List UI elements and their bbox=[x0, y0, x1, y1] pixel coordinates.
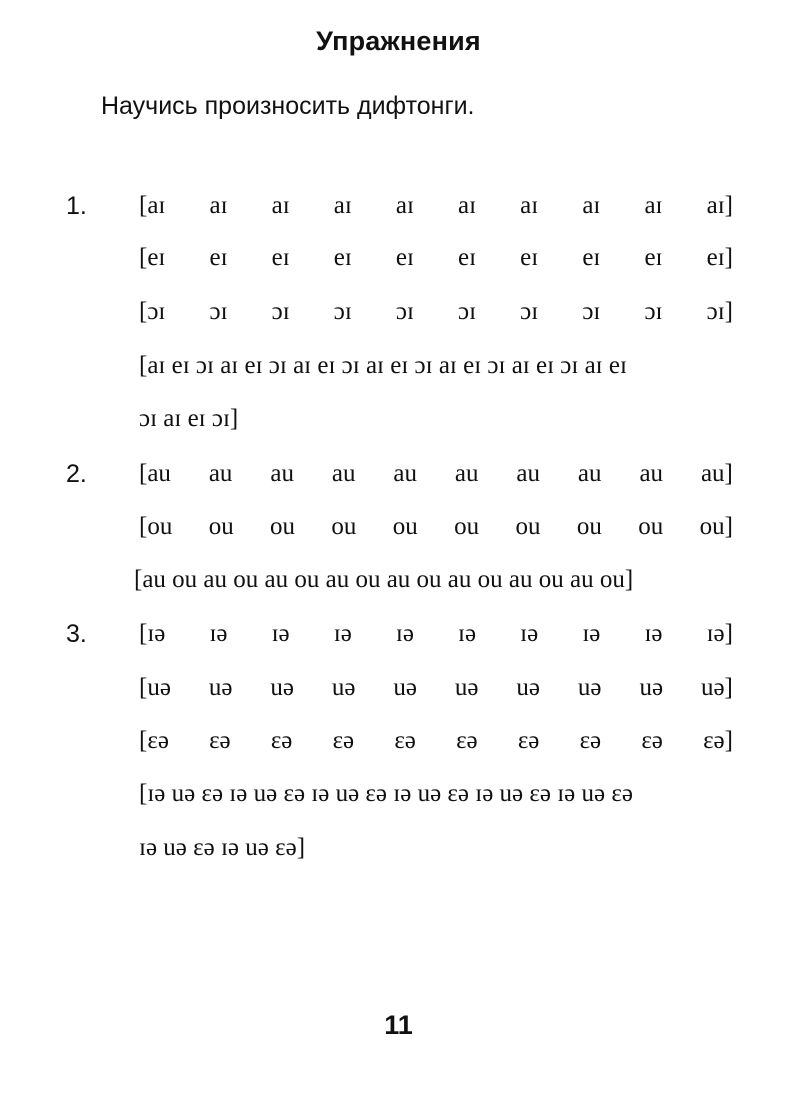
syllable-row bbox=[139, 620, 733, 654]
syllable: uə bbox=[208, 674, 233, 701]
syllable: uə bbox=[639, 674, 664, 701]
page-number: 11 bbox=[384, 1010, 413, 1040]
syllable-row bbox=[139, 674, 733, 708]
syllable: uə bbox=[331, 674, 356, 701]
syllable-line: [ɪə uə ɛə ɪə uə ɛə ɪə uə ɛə ɪə uə ɛə ɪə uə ɛə ɪə uə ɛə bbox=[139, 780, 633, 807]
syllable: aɪ bbox=[395, 192, 414, 219]
syllable: au bbox=[393, 460, 417, 487]
syllable: ɪə bbox=[520, 620, 539, 647]
syllable: ou bbox=[576, 513, 602, 540]
syllable: ɔɪ bbox=[333, 298, 352, 325]
syllable: ɛə] bbox=[703, 727, 733, 754]
syllable: ou bbox=[208, 513, 234, 540]
syllable: aɪ bbox=[644, 192, 663, 219]
syllable: au bbox=[331, 460, 356, 487]
exercise-number: 1. bbox=[66, 192, 87, 220]
syllable: ɔɪ bbox=[209, 298, 228, 325]
syllable: ou bbox=[638, 513, 664, 540]
syllable: aɪ bbox=[520, 192, 539, 219]
syllable: uə] bbox=[700, 674, 733, 701]
syllable: uə bbox=[270, 674, 294, 701]
syllable: aɪ bbox=[333, 192, 352, 219]
syllable: [ɪə bbox=[139, 620, 166, 647]
syllable: ɔɪ] bbox=[706, 298, 733, 325]
syllable: ɪə bbox=[395, 620, 414, 647]
syllable: uə bbox=[393, 674, 417, 701]
syllable: au bbox=[454, 460, 479, 487]
syllable: ou bbox=[331, 513, 357, 540]
syllable: aɪ bbox=[209, 192, 228, 219]
syllable: au bbox=[577, 460, 602, 487]
syllable-row bbox=[139, 192, 733, 226]
syllable: ɪə bbox=[209, 620, 228, 647]
syllable: uə bbox=[454, 674, 479, 701]
exercise-number: 3. bbox=[66, 620, 87, 648]
syllable: ou bbox=[515, 513, 541, 540]
syllable: ɪə bbox=[271, 620, 290, 647]
syllable-line: ɔɪ aɪ eɪ ɔɪ] bbox=[139, 405, 239, 432]
page-heading: Упражнения bbox=[316, 26, 481, 56]
syllable: ɛə bbox=[641, 727, 663, 754]
syllable: eɪ] bbox=[706, 244, 733, 271]
syllable: [au bbox=[139, 460, 171, 487]
syllable: ɪə bbox=[644, 620, 663, 647]
syllable-line: ɪə uə ɛə ɪə uə ɛə] bbox=[139, 834, 306, 861]
syllable: ou bbox=[454, 513, 480, 540]
syllable-row bbox=[139, 298, 733, 332]
syllable-row bbox=[139, 513, 733, 547]
syllable: ɛə bbox=[456, 727, 478, 754]
syllable: ɪə bbox=[582, 620, 601, 647]
exercise-number: 2. bbox=[66, 460, 87, 488]
syllable: [ɔɪ bbox=[139, 298, 166, 325]
syllable: ɔɪ bbox=[582, 298, 601, 325]
syllable: ɛə bbox=[517, 727, 540, 754]
syllable: ɪə bbox=[333, 620, 352, 647]
syllable: au bbox=[270, 460, 294, 487]
syllable: ɔɪ bbox=[644, 298, 663, 325]
syllable: au bbox=[208, 460, 233, 487]
syllable: ɛə bbox=[579, 727, 602, 754]
syllable: au] bbox=[700, 460, 733, 487]
syllable-row bbox=[139, 727, 733, 761]
syllable: eɪ bbox=[395, 244, 414, 271]
instruction-text: Научись произносить дифтонги. bbox=[101, 92, 475, 120]
syllable: aɪ bbox=[582, 192, 601, 219]
syllable: [ɛə bbox=[139, 727, 169, 754]
syllable: eɪ bbox=[333, 244, 352, 271]
syllable: aɪ] bbox=[706, 192, 733, 219]
syllable: ɔɪ bbox=[271, 298, 290, 325]
syllable: ɔɪ bbox=[395, 298, 414, 325]
syllable: [ou bbox=[139, 513, 173, 540]
syllable: ɛə bbox=[332, 727, 355, 754]
syllable: ɪə bbox=[458, 620, 477, 647]
syllable: au bbox=[516, 460, 541, 487]
syllable: eɪ bbox=[458, 244, 477, 271]
syllable: eɪ bbox=[644, 244, 663, 271]
syllable: ɔɪ bbox=[520, 298, 539, 325]
syllable: eɪ bbox=[271, 244, 290, 271]
syllable-row bbox=[139, 460, 733, 494]
syllable: [aɪ bbox=[139, 192, 166, 219]
syllable: ɛə bbox=[394, 727, 416, 754]
syllable: ou] bbox=[699, 513, 733, 540]
syllable: [uə bbox=[139, 674, 171, 701]
syllable: eɪ bbox=[582, 244, 601, 271]
syllable: ou bbox=[392, 513, 418, 540]
syllable: ɔɪ bbox=[458, 298, 477, 325]
syllable: uə bbox=[516, 674, 541, 701]
syllable: aɪ bbox=[458, 192, 477, 219]
syllable: eɪ bbox=[520, 244, 539, 271]
syllable: [eɪ bbox=[139, 244, 166, 271]
syllable: ou bbox=[270, 513, 296, 540]
syllable: ɛə bbox=[270, 727, 293, 754]
syllable: ɪə] bbox=[706, 620, 733, 647]
syllable: uə bbox=[577, 674, 602, 701]
syllable: eɪ bbox=[209, 244, 228, 271]
syllable-row bbox=[139, 244, 733, 278]
syllable: aɪ bbox=[271, 192, 290, 219]
syllable: ɛə bbox=[209, 727, 231, 754]
syllable-line: [au ou au ou au ou au ou au ou au ou au ou au ou] bbox=[134, 566, 634, 593]
syllable: au bbox=[639, 460, 664, 487]
syllable-line: [aɪ eɪ ɔɪ aɪ eɪ ɔɪ aɪ eɪ ɔɪ aɪ eɪ ɔɪ aɪ eɪ ɔɪ aɪ eɪ ɔɪ aɪ eɪ bbox=[139, 352, 627, 379]
